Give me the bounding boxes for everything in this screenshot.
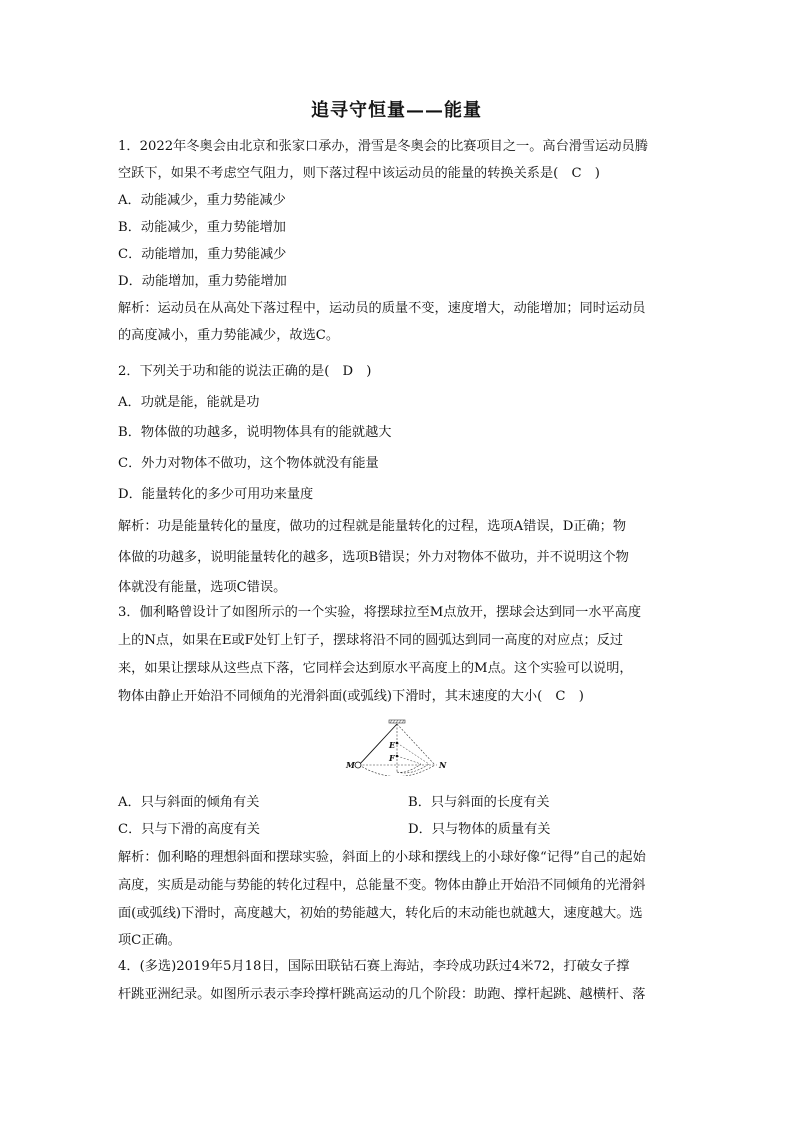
q2-analysis-1: 解析：功是能量转化的量度，做功的过程就是能量转化的过程，选项A错误，D正确；物 xyxy=(118,519,627,534)
q3-line-2: 上的N点，如果在E或F处钉上钉子，摆球将沿不同的圆弧达到同一高度的对应点；反过 xyxy=(118,633,624,648)
q2-analysis-3: 体就没有能量，选项C错误。 xyxy=(118,580,287,595)
q1-option-b: B．动能减少，重力势能增加 xyxy=(118,220,286,235)
page-title: 追寻守恒量——能量 xyxy=(311,100,482,121)
q2-option-a: A．功就是能，能就是功 xyxy=(118,395,260,410)
q3-option-d: D．只与物体的质量有关 xyxy=(408,822,551,837)
q1-line-2: 空跃下，如果不考虑空气阻力，则下落过程中该运动员的能量的转换关系是( C ) xyxy=(118,166,600,181)
q3-analysis-2: 高度，实质是动能与势能的转化过程中，总能量不变。物体由静止开始沿不同倾角的光滑斜 xyxy=(118,878,646,893)
q3-line-3: 来，如果让摆球从这些点下落，它同样会达到原水平高度上的M点。这个实验可以说明， xyxy=(118,661,633,676)
q3-option-b: B．只与斜面的长度有关 xyxy=(408,795,550,810)
q3-option-c: C．只与下滑的高度有关 xyxy=(118,822,260,837)
label-e: E xyxy=(389,740,396,750)
q2-option-b: B．物体做的功越多，说明物体具有的能就越大 xyxy=(118,425,392,440)
q1-analysis-2: 的高度减小，重力势能减少，故选C。 xyxy=(118,328,340,343)
peg-e xyxy=(396,742,399,745)
label-n: N xyxy=(439,760,447,770)
q1-line-1: 1．2022年冬奥会由北京和张家口承办，滑雪是冬奥会的比赛项目之一。高台滑雪运动员腾 xyxy=(118,139,648,154)
q4-line-1: 4．(多选)2019年5月18日，国际田联钻石赛上海站，李玲成功跃过4米72，打破女子撑 xyxy=(118,959,630,974)
q4-line-2: 杆跳亚洲纪录。如图所示表示李玲撑杆跳高运动的几个阶段：助跑、撑杆起跳、越横杆、落 xyxy=(118,987,646,1002)
q2-line-1: 2．下列关于功和能的说法正确的是( D ) xyxy=(118,364,372,379)
q3-analysis-3: 面(或弧线)下滑时，高度越大，初始的势能越大，转化后的末动能也就越大，速度越大。选 xyxy=(118,906,643,921)
q2-option-c: C．外力对物体不做功，这个物体就没有能量 xyxy=(118,456,379,471)
q2-option-d: D．能量转化的多少可用功来量度 xyxy=(118,487,314,502)
q3-analysis-1: 解析：伽利略的理想斜面和摆球实验，斜面上的小球和摆线上的小球好像“记得”自己的起始 xyxy=(118,850,646,865)
label-m: M xyxy=(346,760,355,770)
q3-option-a: A．只与斜面的倾角有关 xyxy=(118,795,260,810)
label-f: F xyxy=(389,753,395,763)
q1-option-c: C．动能增加，重力势能减少 xyxy=(118,247,287,262)
peg-f xyxy=(396,755,399,758)
q1-analysis-1: 解析：运动员在从高处下落过程中，运动员的质量不变，速度增大，动能增加；同时运动员 xyxy=(118,301,646,316)
q3-line-1: 3．伽利略曾设计了如图所示的一个实验，将摆球拉至M点放开，摆球会达到同一水平高度 xyxy=(118,605,642,620)
q2-analysis-2: 体做的功越多，说明能量转化的越多，选项B错误；外力对物体不做功，并不说明这个物 xyxy=(118,550,629,565)
pendulum-ball xyxy=(355,762,361,768)
q1-option-d: D．动能增加，重力势能增加 xyxy=(118,274,287,289)
q1-option-a: A．动能减少，重力势能减少 xyxy=(118,193,286,208)
q3-line-4: 物体由静止开始沿不同倾角的光滑斜面(或弧线)下滑时，其末速度的大小( C ) xyxy=(118,689,584,704)
q3-analysis-4: 项C正确。 xyxy=(118,933,181,948)
pendulum-figure xyxy=(345,718,453,776)
